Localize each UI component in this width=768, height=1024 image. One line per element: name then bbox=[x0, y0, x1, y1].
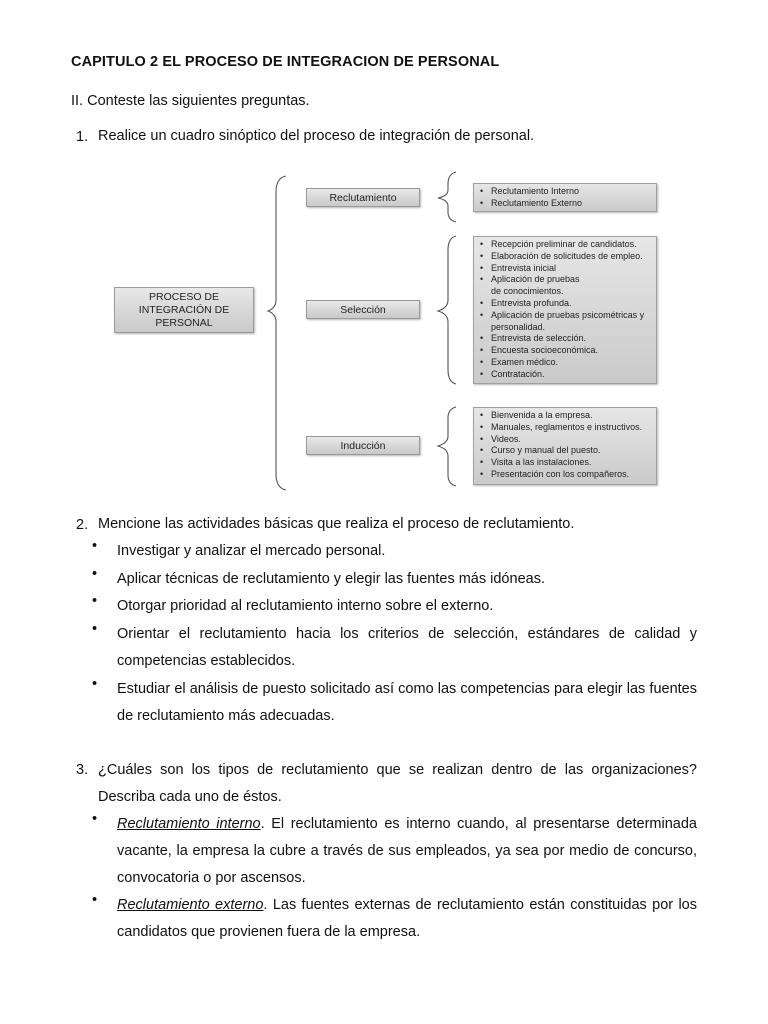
bullet-dot: • bbox=[92, 621, 98, 637]
bullet-text: Otorgar prioridad al reclutamiento interno sobre el externo. bbox=[117, 598, 494, 614]
list-item: • Examen médico. bbox=[480, 357, 652, 369]
list-item: • Aplicación de pruebas de conocimientos. bbox=[480, 274, 652, 298]
q1-text: Realice un cuadro sinóptico del proceso de integración de personal. bbox=[98, 128, 535, 144]
bullet-text: Orientar el reclutamiento hacia los criterios de selección, estándares de calidad y competencias establecidos. bbox=[117, 626, 697, 669]
recruitment-box bbox=[306, 188, 420, 207]
list-item: • Elaboración de solicitudes de empleo. bbox=[480, 251, 652, 263]
list-item: • Bienvenida a la empresa. bbox=[480, 410, 652, 422]
recruitment-list bbox=[473, 183, 657, 212]
bullet-text: Estudiar el análisis de puesto solicitado así como las competencias para elegir las fuentes de reclutamiento más adecuadas. bbox=[117, 681, 697, 724]
list-item: • Encuesta socioeconómica. bbox=[480, 345, 652, 357]
bullet-dot: • bbox=[92, 811, 98, 827]
desc-external: . Las fuentes externas de reclutamiento están constituidas por los candidatos que provienen fuera de la empresa. bbox=[117, 897, 697, 940]
selection-list bbox=[473, 236, 657, 384]
chapter-title: CAPITULO 2 EL PROCESO DE INTEGRACION DE PERSONAL bbox=[71, 54, 500, 70]
list-item: • Contratación. bbox=[480, 369, 652, 381]
list-item: • Curso y manual del puesto. bbox=[480, 445, 652, 457]
selection-box bbox=[306, 300, 420, 319]
term-external: Reclutamiento externo bbox=[117, 897, 264, 913]
induction-list bbox=[473, 407, 657, 485]
recruitment-label: Reclutamiento bbox=[329, 191, 397, 204]
list-item: • Entrevista profunda. bbox=[480, 298, 652, 310]
q1-number: 1. bbox=[76, 129, 89, 145]
bullet-dot: • bbox=[92, 538, 98, 554]
selection-label: Selección bbox=[340, 303, 386, 316]
induction-box bbox=[306, 436, 420, 455]
bullet-text: Investigar y analizar el mercado personal. bbox=[117, 543, 386, 559]
q3-text: ¿Cuáles son los tipos de reclutamiento que se realizan dentro de las organizaciones? Describa cada uno de éstos. bbox=[98, 762, 697, 805]
list-item: • Entrevista inicial bbox=[480, 263, 652, 275]
instruction-text: II. Conteste las siguientes preguntas. bbox=[71, 93, 310, 109]
root-line-3: PERSONAL bbox=[155, 316, 213, 329]
root-line-2: INTEGRACIÓN DE bbox=[138, 303, 230, 316]
list-item: • Presentación con los compañeros. bbox=[480, 469, 652, 481]
bullet-dot: • bbox=[92, 566, 98, 582]
list-item: • Entrevista de selección. bbox=[480, 333, 652, 345]
root-box bbox=[114, 287, 254, 333]
list-item: • Videos. bbox=[480, 434, 652, 446]
induction-label: Inducción bbox=[340, 439, 386, 452]
q3-item-text bbox=[117, 892, 697, 946]
bullet-dot: • bbox=[92, 676, 98, 692]
bullet-dot: • bbox=[92, 892, 98, 908]
list-item: • Reclutamiento Interno bbox=[480, 186, 652, 198]
list-item: • Manuales, reglamentos e instructivos. bbox=[480, 422, 652, 434]
q3-number: 3. bbox=[76, 762, 89, 778]
root-line-1: PROCESO DE bbox=[148, 290, 219, 303]
desc-internal: . El reclutamiento es interno cuando, al presentarse determinada vacante, la empresa la cubre a través de sus empleados, ya sea por medio de concurso, convocatoria o por ascensos. bbox=[117, 816, 697, 886]
list-item: • Visita a las instalaciones. bbox=[480, 457, 652, 469]
bullet-dot: • bbox=[92, 593, 98, 609]
list-item: • Recepción preliminar de candidatos. bbox=[480, 239, 652, 251]
q2-text: Mencione las actividades básicas que realiza el proceso de reclutamiento. bbox=[98, 516, 575, 532]
q2-number: 2. bbox=[76, 517, 89, 533]
q3-item-text bbox=[117, 811, 697, 892]
bullet-text: Aplicar técnicas de reclutamiento y elegir las fuentes más idóneas. bbox=[117, 571, 545, 587]
term-internal: Reclutamiento interno bbox=[117, 816, 261, 832]
list-item: • Aplicación de pruebas psicométricas y personalidad. bbox=[480, 310, 652, 334]
list-item: • Reclutamiento Externo bbox=[480, 198, 652, 210]
